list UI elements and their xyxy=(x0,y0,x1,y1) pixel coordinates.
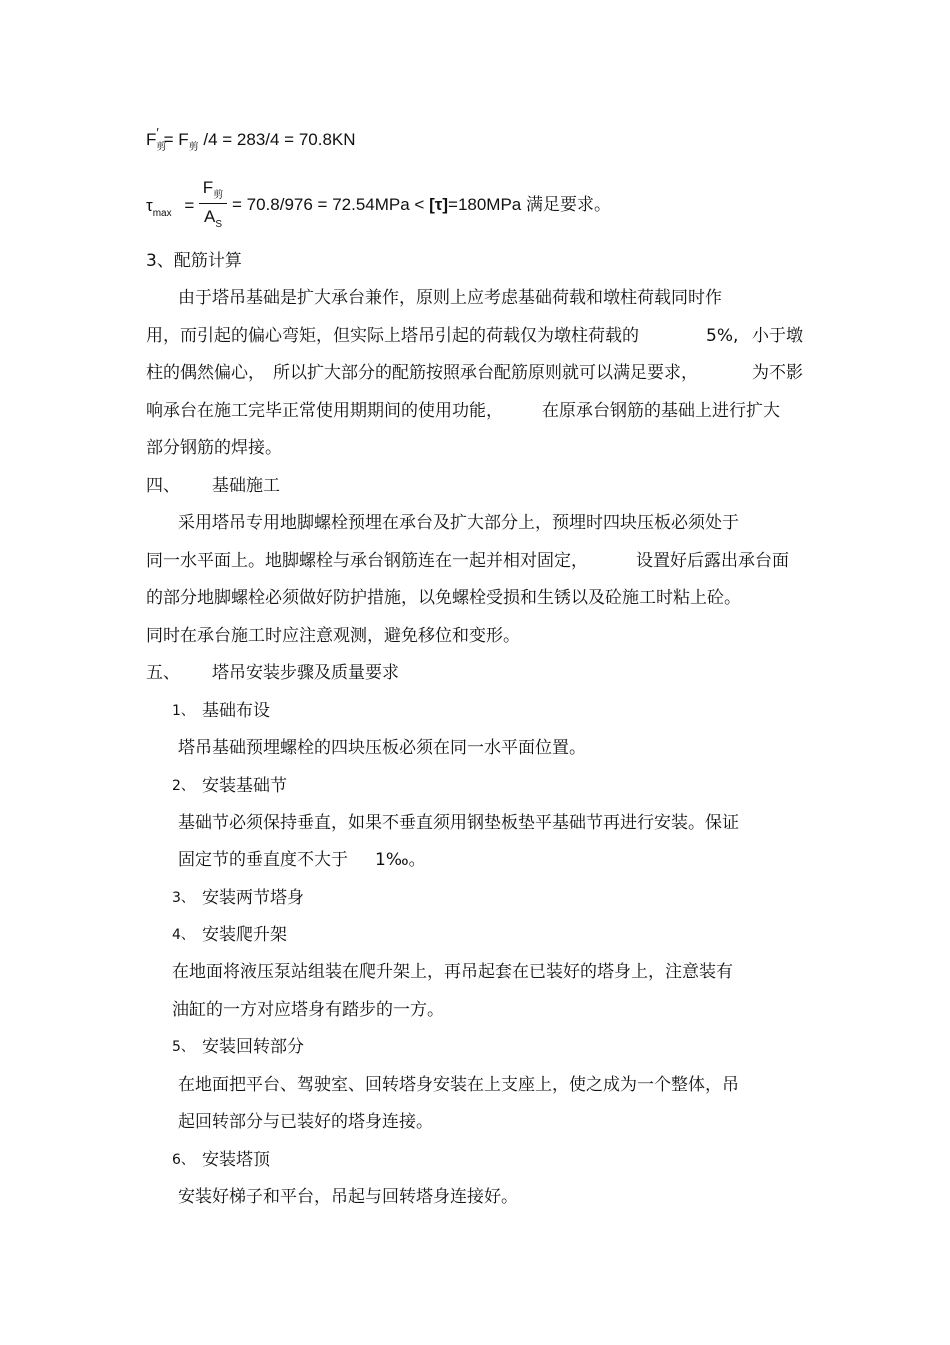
paragraph-line: 由于塔吊基础是扩大承台兼作，原则上应考虑基础荷载和墩柱荷载同时作 xyxy=(178,288,722,308)
section-number-5: 五、 xyxy=(146,663,180,683)
allowable-stress-symbol: [τ] xyxy=(429,195,449,214)
formula-rest: = 70.8/976 = 72.54MPa < xyxy=(232,195,425,214)
step-title: 安装塔顶 xyxy=(202,1150,270,1170)
paragraph-line: 小于墩 xyxy=(752,326,803,346)
section-title-5: 塔吊安装步骤及质量要求 xyxy=(212,663,399,683)
step-number: 5、 xyxy=(172,1039,195,1055)
prime: ′ xyxy=(156,125,159,140)
step-text: 1‰。 xyxy=(375,850,426,870)
paragraph-line: 5%, xyxy=(706,326,739,346)
paragraph-line: 采用塔吊专用地脚螺栓预埋在承台及扩大部分上，预埋时四块压板必须处于 xyxy=(178,513,739,533)
step-number: 1、 xyxy=(172,703,195,719)
paragraph-line: 用，而引起的偏心弯矩，但实际上塔吊引起的荷载仅为墩柱荷载的 xyxy=(146,326,639,346)
step-text: 起回转部分与已装好的塔身连接。 xyxy=(178,1112,433,1132)
paragraph-line: 为不影 xyxy=(752,363,803,383)
step-text: 固定节的垂直度不大于 xyxy=(178,850,348,870)
step-text: 基础节必须保持垂直，如果不垂直须用钢垫板垫平基础节再进行安装。保证 xyxy=(178,813,739,833)
subscript: max xyxy=(152,208,172,219)
symbol-a: A xyxy=(203,207,216,226)
fraction-denominator xyxy=(198,207,228,230)
symbol-f: F xyxy=(178,130,189,149)
paragraph-line: 部分钢筋的焊接。 xyxy=(146,438,282,458)
subscript: 剪 xyxy=(156,142,167,153)
formula-rest: /4 = 283/4 = 70.8KN xyxy=(203,130,356,149)
subscript: S xyxy=(215,219,222,230)
formula-shear-force xyxy=(146,125,356,154)
paragraph-line: 柱的偶然偏心， xyxy=(146,363,265,383)
step-number: 6、 xyxy=(172,1152,195,1168)
section-number-4: 四、 xyxy=(146,476,180,496)
conclusion-text: 满足要求。 xyxy=(526,195,611,214)
formula-tau-rest xyxy=(232,194,611,216)
step-title: 安装基础节 xyxy=(202,776,287,796)
step-number: 3、 xyxy=(172,890,195,906)
step-text: 油缸的一方对应塔身有踏步的一方。 xyxy=(172,1000,444,1020)
symbol-f: F xyxy=(202,178,214,197)
paragraph-line: 设置好后露出承台面 xyxy=(636,551,789,571)
section-heading-3: 3、配筋计算 xyxy=(146,251,242,271)
fraction-bar xyxy=(199,203,227,204)
paragraph-line: 在原承台钢筋的基础上进行扩大 xyxy=(542,401,780,421)
allowable-stress-value: =180MPa xyxy=(448,195,522,214)
step-number: 4、 xyxy=(172,927,195,943)
step-title: 安装回转部分 xyxy=(202,1037,304,1057)
subscript: 剪 xyxy=(188,142,199,153)
fraction-numerator xyxy=(198,178,228,201)
subscript: 剪 xyxy=(213,190,224,201)
step-text: 安装好梯子和平台，吊起与回转塔身连接好。 xyxy=(178,1187,518,1207)
equals: = xyxy=(184,196,195,215)
paragraph-line: 同时在承台施工时应注意观测，避免移位和变形。 xyxy=(146,626,520,646)
paragraph-line: 同一水平面上。地脚螺栓与承台钢筋连在一起并相对固定， xyxy=(146,551,588,571)
formula-tau xyxy=(146,195,194,220)
step-title: 基础布设 xyxy=(202,701,270,721)
symbol-tau: τ xyxy=(146,196,153,215)
step-text: 在地面把平台、驾驶室、回转塔身安装在上支座上，使之成为一个整体，吊 xyxy=(178,1075,739,1095)
step-number: 2、 xyxy=(172,778,195,794)
section-title-4: 基础施工 xyxy=(212,476,280,496)
step-title: 安装爬升架 xyxy=(202,925,287,945)
step-title: 安装两节塔身 xyxy=(202,888,304,908)
paragraph-line: 响承台在施工完毕正常使用期期间的使用功能， xyxy=(146,401,503,421)
symbol-f: F xyxy=(146,130,157,149)
paragraph-line: 的部分地脚螺栓必须做好防护措施，以免螺栓受损和生锈以及砼施工时粘上砼。 xyxy=(146,588,741,608)
equals: = xyxy=(163,130,174,149)
step-text: 塔吊基础预埋螺栓的四块压板必须在同一水平面位置。 xyxy=(178,738,586,758)
step-text: 在地面将液压泵站组装在爬升架上，再吊起套在已装好的塔身上，注意装有 xyxy=(172,962,733,982)
paragraph-line: 所以扩大部分的配筋按照承台配筋原则就可以满足要求， xyxy=(273,363,698,383)
